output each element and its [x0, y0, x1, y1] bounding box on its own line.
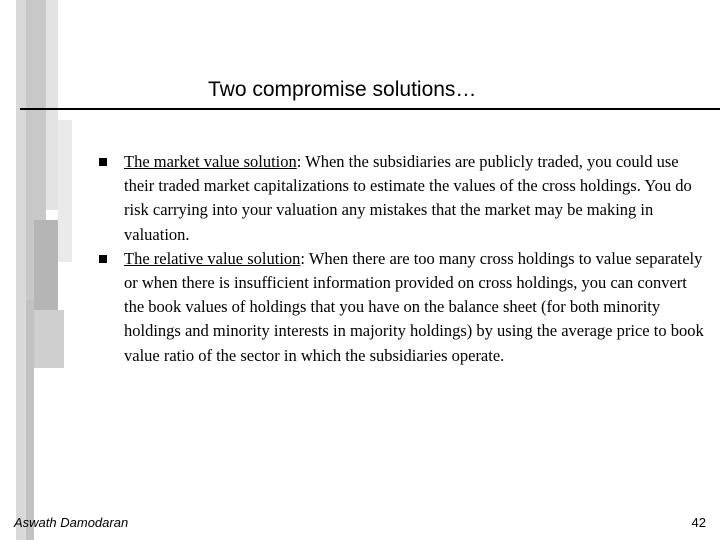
bullet-list [96, 150, 706, 368]
square-bullet-icon [99, 158, 107, 166]
title-divider [20, 108, 720, 110]
bullet-term: The market value solution [124, 152, 297, 171]
decorative-bar [58, 120, 72, 262]
decorative-bar [34, 310, 64, 368]
decorative-bar [34, 220, 58, 310]
footer-author: Aswath Damodaran [14, 515, 129, 530]
bullet-text: : When there are too many cross holdings to value separately or when there is insufficient information provided on cross holdings, you can convert the book values of holdings that you have on the balance sheet (for both minority holdings and minority interests in majority holdings) by using the average price to book value ratio of the sector in which the subsidiaries operate. [124, 248, 704, 365]
square-bullet-icon [99, 255, 107, 263]
decorative-bar [16, 0, 26, 540]
bullet-item-relative-value [96, 247, 706, 368]
page-number: 42 [691, 515, 706, 530]
bullet-item-market-value [96, 150, 706, 247]
bullet-text: : When the subsidiaries are publicly traded, you could use their traded market capitalizations to estimate the values of the cross holdings. You do risk carrying into your valuation any mistakes that the market may be making in valuation. [124, 152, 692, 244]
bullet-term: The relative value solution [124, 248, 301, 268]
decorative-bar [46, 0, 58, 210]
slide-title: Two compromise solutions… [208, 78, 477, 101]
decorative-bar [26, 300, 34, 540]
